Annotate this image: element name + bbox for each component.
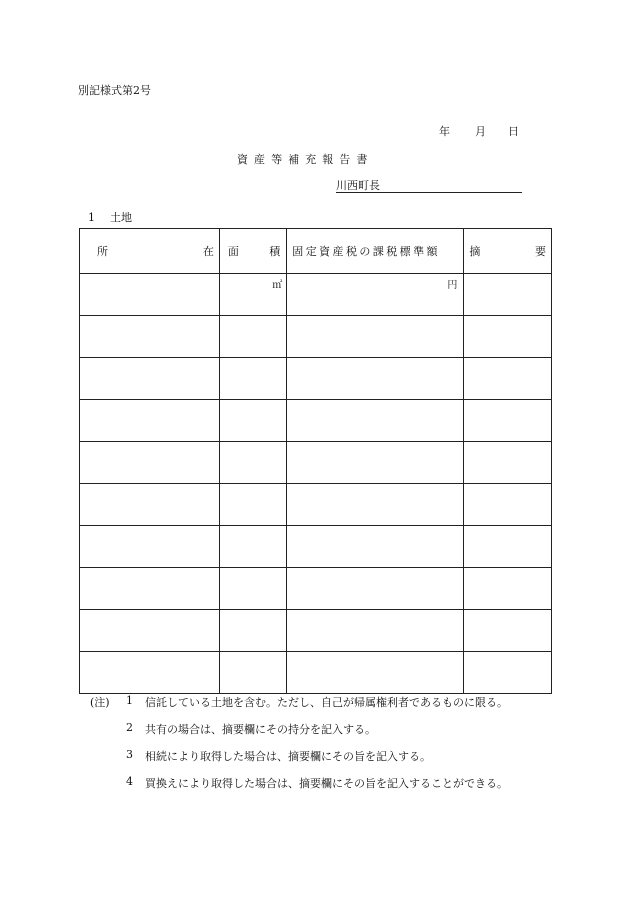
note-number: 2 [126, 721, 133, 734]
note-number: 4 [126, 775, 133, 788]
note-number: 3 [126, 748, 133, 761]
cell-location[interactable] [80, 526, 220, 568]
note-text: 共有の場合は、摘要欄にその持分を記入する。 [145, 723, 376, 736]
table-row [80, 484, 552, 526]
date-day-label: 日 [508, 125, 519, 138]
cell-location[interactable] [80, 316, 220, 358]
table-row [80, 358, 552, 400]
cell-assessed-value[interactable] [287, 274, 464, 316]
cell-location[interactable] [80, 484, 220, 526]
cell-remarks[interactable] [464, 610, 552, 652]
cell-assessed-value[interactable] [287, 652, 464, 694]
cell-assessed-value[interactable] [287, 526, 464, 568]
cell-remarks[interactable] [464, 526, 552, 568]
note-number: 1 [126, 694, 133, 707]
cell-area[interactable] [219, 358, 286, 400]
cell-remarks[interactable] [464, 400, 552, 442]
table-row [80, 316, 552, 358]
table-row [80, 568, 552, 610]
cell-location[interactable] [80, 400, 220, 442]
section-label: 土地 [110, 211, 132, 224]
cell-assessed-value[interactable] [287, 316, 464, 358]
header-remarks: 摘 要 [464, 229, 552, 274]
note-text: 信託している土地を含む。ただし、自己が帰属権利者であるものに限る。 [145, 696, 508, 709]
cell-remarks[interactable] [464, 484, 552, 526]
addressee-field: 川西町長 [336, 177, 522, 193]
cell-location[interactable] [80, 442, 220, 484]
cell-location[interactable] [80, 652, 220, 694]
area-unit: ㎡ [272, 280, 283, 291]
cell-area[interactable] [219, 442, 286, 484]
section-heading [88, 209, 132, 225]
table-row [80, 652, 552, 694]
notes-label: (注) [90, 696, 110, 709]
date-month-label: 月 [475, 125, 486, 138]
table-row [80, 442, 552, 484]
cell-remarks[interactable] [464, 316, 552, 358]
cell-remarks[interactable] [464, 568, 552, 610]
cell-area[interactable] [219, 274, 286, 316]
date-line [439, 123, 519, 139]
cell-assessed-value[interactable] [287, 400, 464, 442]
cell-remarks[interactable] [464, 442, 552, 484]
note-text: 相続により取得した場合は、摘要欄にその旨を記入する。 [145, 750, 431, 763]
cell-assessed-value[interactable] [287, 568, 464, 610]
cell-location[interactable] [80, 568, 220, 610]
date-year-label: 年 [439, 125, 450, 138]
cell-remarks[interactable] [464, 652, 552, 694]
form-number: 別記様式第2号 [78, 84, 151, 97]
table-row [80, 400, 552, 442]
document-title: 資産等補充報告書 [237, 153, 374, 166]
cell-remarks[interactable] [464, 358, 552, 400]
cell-remarks[interactable] [464, 274, 552, 316]
cell-area[interactable] [219, 316, 286, 358]
header-area: 面 積 [219, 229, 286, 274]
cell-assessed-value[interactable] [287, 610, 464, 652]
cell-area[interactable] [219, 400, 286, 442]
cell-assessed-value[interactable] [287, 358, 464, 400]
cell-area[interactable] [219, 610, 286, 652]
table-row [80, 526, 552, 568]
section-number: 1 [88, 211, 95, 224]
cell-area[interactable] [219, 568, 286, 610]
cell-location[interactable] [80, 358, 220, 400]
cell-location[interactable] [80, 274, 220, 316]
table-row [80, 610, 552, 652]
land-table [79, 228, 552, 694]
cell-assessed-value[interactable] [287, 484, 464, 526]
cell-area[interactable] [219, 484, 286, 526]
header-location: 所 在 [80, 229, 220, 274]
cell-area[interactable] [219, 526, 286, 568]
cell-area[interactable] [219, 652, 286, 694]
cell-location[interactable] [80, 610, 220, 652]
table-row [80, 274, 552, 316]
cell-assessed-value[interactable] [287, 442, 464, 484]
table-header-row [80, 229, 552, 274]
header-assessed-value: 固定資産税の課税標準額 [287, 229, 464, 274]
note-text: 買換えにより取得した場合は、摘要欄にその旨を記入することができる。 [145, 777, 508, 790]
yen-unit: 円 [447, 280, 458, 291]
